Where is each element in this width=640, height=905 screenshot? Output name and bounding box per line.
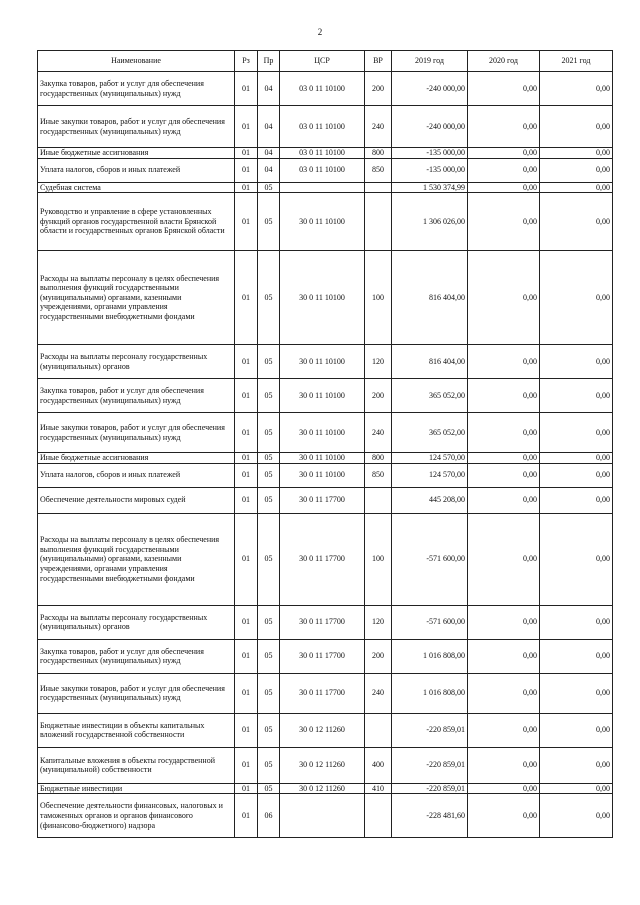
cell-name: Расходы на выплаты персоналу государственных (муниципальных) органов: [38, 345, 235, 379]
cell-csr: 30 0 12 11260: [280, 747, 365, 783]
cell-name: Расходы на выплаты персоналу государственных (муниципальных) органов: [38, 605, 235, 639]
cell-2021: 0,00: [540, 794, 613, 838]
cell-2021: 0,00: [540, 463, 613, 487]
cell-rz: 01: [235, 158, 258, 182]
cell-2020: 0,00: [468, 379, 540, 413]
cell-vr: 200: [365, 379, 392, 413]
cell-pr: 05: [258, 783, 280, 794]
cell-rz: 01: [235, 747, 258, 783]
column-header-2019: 2019 год: [392, 51, 468, 72]
cell-csr: 03 0 11 10100: [280, 72, 365, 106]
cell-2020: 0,00: [468, 783, 540, 794]
cell-vr: 200: [365, 72, 392, 106]
cell-2021: 0,00: [540, 453, 613, 464]
table-body: [38, 72, 613, 838]
cell-rz: 01: [235, 345, 258, 379]
table-row: [38, 148, 613, 159]
cell-2019: 365 052,00: [392, 413, 468, 453]
table-row: [38, 513, 613, 605]
cell-vr: 850: [365, 158, 392, 182]
cell-rz: 01: [235, 193, 258, 251]
cell-pr: 05: [258, 345, 280, 379]
cell-vr: 240: [365, 413, 392, 453]
cell-csr: 30 0 11 10100: [280, 463, 365, 487]
cell-pr: 05: [258, 453, 280, 464]
cell-2020: 0,00: [468, 463, 540, 487]
cell-2020: 0,00: [468, 193, 540, 251]
cell-pr: 05: [258, 639, 280, 673]
cell-vr: 200: [365, 639, 392, 673]
cell-vr: [365, 713, 392, 747]
cell-2020: 0,00: [468, 794, 540, 838]
cell-name: Закупка товаров, работ и услуг для обеспечения государственных (муниципальных) нужд: [38, 72, 235, 106]
cell-rz: 01: [235, 783, 258, 794]
table-row: [38, 251, 613, 345]
table-row: [38, 673, 613, 713]
cell-2019: -240 000,00: [392, 106, 468, 148]
cell-2019: 124 570,00: [392, 463, 468, 487]
column-header-rz: Рз: [235, 51, 258, 72]
cell-rz: 01: [235, 673, 258, 713]
cell-2021: 0,00: [540, 487, 613, 513]
cell-2021: 0,00: [540, 106, 613, 148]
cell-2021: 0,00: [540, 513, 613, 605]
cell-2020: 0,00: [468, 453, 540, 464]
cell-name: Иные бюджетные ассигнования: [38, 148, 235, 159]
cell-2020: 0,00: [468, 148, 540, 159]
cell-pr: 05: [258, 379, 280, 413]
column-header-vr: ВР: [365, 51, 392, 72]
cell-2021: 0,00: [540, 413, 613, 453]
cell-csr: 30 0 11 17700: [280, 605, 365, 639]
cell-rz: 01: [235, 379, 258, 413]
cell-2020: 0,00: [468, 345, 540, 379]
cell-rz: 01: [235, 182, 258, 193]
table-header-row: [38, 51, 613, 72]
cell-2021: 0,00: [540, 182, 613, 193]
cell-csr: 30 0 11 10100: [280, 251, 365, 345]
cell-rz: 01: [235, 713, 258, 747]
cell-name: Бюджетные инвестиции в объекты капитальных вложений государственной собственности: [38, 713, 235, 747]
cell-2020: 0,00: [468, 182, 540, 193]
cell-2021: 0,00: [540, 251, 613, 345]
cell-2019: 1 306 026,00: [392, 193, 468, 251]
cell-name: Бюджетные инвестиции: [38, 783, 235, 794]
cell-2019: 445 208,00: [392, 487, 468, 513]
cell-2019: -571 600,00: [392, 605, 468, 639]
cell-2020: 0,00: [468, 713, 540, 747]
cell-2021: 0,00: [540, 747, 613, 783]
cell-2019: -220 859,01: [392, 713, 468, 747]
cell-vr: 120: [365, 605, 392, 639]
cell-csr: [280, 794, 365, 838]
table-row: [38, 193, 613, 251]
cell-2021: 0,00: [540, 193, 613, 251]
cell-vr: [365, 794, 392, 838]
cell-vr: 240: [365, 673, 392, 713]
cell-pr: 05: [258, 513, 280, 605]
cell-name: Уплата налогов, сборов и иных платежей: [38, 158, 235, 182]
cell-2020: 0,00: [468, 605, 540, 639]
cell-name: Руководство и управление в сфере установленных функций органов государственной власти Брянской области и государственных органов Брянской области: [38, 193, 235, 251]
cell-pr: 05: [258, 605, 280, 639]
cell-rz: 01: [235, 487, 258, 513]
cell-pr: 04: [258, 158, 280, 182]
cell-pr: 04: [258, 106, 280, 148]
cell-name: Иные бюджетные ассигнования: [38, 453, 235, 464]
table-row: [38, 72, 613, 106]
cell-csr: 30 0 11 10100: [280, 345, 365, 379]
cell-2019: 816 404,00: [392, 345, 468, 379]
cell-2020: 0,00: [468, 639, 540, 673]
cell-csr: 30 0 11 17700: [280, 639, 365, 673]
cell-pr: 05: [258, 713, 280, 747]
cell-rz: 01: [235, 463, 258, 487]
table-row: [38, 182, 613, 193]
cell-2019: 1 530 374,99: [392, 182, 468, 193]
cell-pr: 05: [258, 673, 280, 713]
cell-name: Уплата налогов, сборов и иных платежей: [38, 463, 235, 487]
cell-csr: [280, 182, 365, 193]
cell-rz: 01: [235, 453, 258, 464]
cell-vr: 400: [365, 747, 392, 783]
cell-csr: 30 0 11 10100: [280, 379, 365, 413]
cell-rz: 01: [235, 605, 258, 639]
cell-2021: 0,00: [540, 639, 613, 673]
cell-vr: 800: [365, 453, 392, 464]
cell-2019: 365 052,00: [392, 379, 468, 413]
cell-2020: 0,00: [468, 673, 540, 713]
cell-pr: 05: [258, 182, 280, 193]
cell-vr: 850: [365, 463, 392, 487]
cell-csr: 30 0 11 10100: [280, 413, 365, 453]
table-row: [38, 345, 613, 379]
column-header-2020: 2020 год: [468, 51, 540, 72]
cell-2019: -135 000,00: [392, 158, 468, 182]
cell-pr: 05: [258, 413, 280, 453]
cell-name: Иные закупки товаров, работ и услуг для обеспечения государственных (муниципальных) нужд: [38, 413, 235, 453]
cell-csr: 03 0 11 10100: [280, 158, 365, 182]
table-row: [38, 463, 613, 487]
column-header-name: Наименование: [38, 51, 235, 72]
cell-rz: 01: [235, 251, 258, 345]
cell-csr: 30 0 11 10100: [280, 193, 365, 251]
cell-2020: 0,00: [468, 413, 540, 453]
cell-csr: 30 0 11 17700: [280, 487, 365, 513]
cell-rz: 01: [235, 148, 258, 159]
cell-pr: 05: [258, 487, 280, 513]
cell-2019: 1 016 808,00: [392, 639, 468, 673]
column-header-2021: 2021 год: [540, 51, 613, 72]
cell-2021: 0,00: [540, 345, 613, 379]
column-header-pr: Пр: [258, 51, 280, 72]
table-row: [38, 379, 613, 413]
cell-csr: 30 0 12 11260: [280, 783, 365, 794]
cell-csr: 03 0 11 10100: [280, 148, 365, 159]
table-row: [38, 747, 613, 783]
cell-pr: 05: [258, 747, 280, 783]
cell-2021: 0,00: [540, 72, 613, 106]
cell-2019: -135 000,00: [392, 148, 468, 159]
table-row: [38, 605, 613, 639]
cell-2021: 0,00: [540, 148, 613, 159]
cell-csr: 30 0 11 10100: [280, 453, 365, 464]
cell-rz: 01: [235, 106, 258, 148]
cell-pr: 04: [258, 72, 280, 106]
cell-2020: 0,00: [468, 251, 540, 345]
budget-table: [37, 50, 613, 838]
cell-pr: 04: [258, 148, 280, 159]
cell-rz: 01: [235, 639, 258, 673]
cell-csr: 03 0 11 10100: [280, 106, 365, 148]
table-row: [38, 453, 613, 464]
cell-rz: 01: [235, 513, 258, 605]
cell-rz: 01: [235, 794, 258, 838]
cell-vr: [365, 193, 392, 251]
cell-vr: 100: [365, 513, 392, 605]
table-row: [38, 794, 613, 838]
cell-2020: 0,00: [468, 106, 540, 148]
cell-csr: 30 0 11 17700: [280, 673, 365, 713]
cell-2021: 0,00: [540, 783, 613, 794]
cell-pr: 06: [258, 794, 280, 838]
cell-vr: 240: [365, 106, 392, 148]
cell-2020: 0,00: [468, 513, 540, 605]
cell-csr: 30 0 12 11260: [280, 713, 365, 747]
cell-2021: 0,00: [540, 713, 613, 747]
cell-2021: 0,00: [540, 673, 613, 713]
cell-2019: -240 000,00: [392, 72, 468, 106]
cell-2020: 0,00: [468, 158, 540, 182]
cell-rz: 01: [235, 72, 258, 106]
cell-vr: 100: [365, 251, 392, 345]
cell-name: Расходы на выплаты персоналу в целях обеспечения выполнения функций государственными (муниципальными) органами, казенными учреждениями, органами управления государственными внебюджетными фондами: [38, 513, 235, 605]
cell-name: Судебная система: [38, 182, 235, 193]
cell-name: Обеспечение деятельности финансовых, налоговых и таможенных органов и органов финансового (финансово-бюджетного) надзора: [38, 794, 235, 838]
cell-rz: 01: [235, 413, 258, 453]
table-row: [38, 413, 613, 453]
table-row: [38, 783, 613, 794]
cell-2021: 0,00: [540, 158, 613, 182]
cell-pr: 05: [258, 463, 280, 487]
table-row: [38, 639, 613, 673]
cell-2020: 0,00: [468, 72, 540, 106]
cell-2019: -220 859,01: [392, 783, 468, 794]
cell-name: Закупка товаров, работ и услуг для обеспечения государственных (муниципальных) нужд: [38, 639, 235, 673]
cell-2019: -220 859,01: [392, 747, 468, 783]
cell-2020: 0,00: [468, 747, 540, 783]
cell-vr: 800: [365, 148, 392, 159]
cell-name: Обеспечение деятельности мировых судей: [38, 487, 235, 513]
cell-name: Расходы на выплаты персоналу в целях обеспечения выполнения функций государственными (муниципальными) органами, казенными учреждениями, органами управления государственными внебюджетными фондами: [38, 251, 235, 345]
cell-2021: 0,00: [540, 379, 613, 413]
cell-vr: 410: [365, 783, 392, 794]
table-row: [38, 487, 613, 513]
cell-vr: [365, 487, 392, 513]
table-row: [38, 106, 613, 148]
cell-2019: 816 404,00: [392, 251, 468, 345]
cell-pr: 05: [258, 251, 280, 345]
column-header-csr: ЦСР: [280, 51, 365, 72]
cell-name: Капитальные вложения в объекты государственной (муниципальной) собственности: [38, 747, 235, 783]
cell-vr: 120: [365, 345, 392, 379]
cell-2019: 124 570,00: [392, 453, 468, 464]
cell-name: Иные закупки товаров, работ и услуг для обеспечения государственных (муниципальных) нужд: [38, 673, 235, 713]
page-number: 2: [317, 27, 323, 37]
cell-name: Иные закупки товаров, работ и услуг для обеспечения государственных (муниципальных) нужд: [38, 106, 235, 148]
cell-2021: 0,00: [540, 605, 613, 639]
cell-2019: 1 016 808,00: [392, 673, 468, 713]
cell-2019: -228 481,60: [392, 794, 468, 838]
cell-pr: 05: [258, 193, 280, 251]
table-row: [38, 713, 613, 747]
table-row: [38, 158, 613, 182]
cell-2020: 0,00: [468, 487, 540, 513]
cell-vr: [365, 182, 392, 193]
cell-csr: 30 0 11 17700: [280, 513, 365, 605]
cell-2019: -571 600,00: [392, 513, 468, 605]
cell-name: Закупка товаров, работ и услуг для обеспечения государственных (муниципальных) нужд: [38, 379, 235, 413]
